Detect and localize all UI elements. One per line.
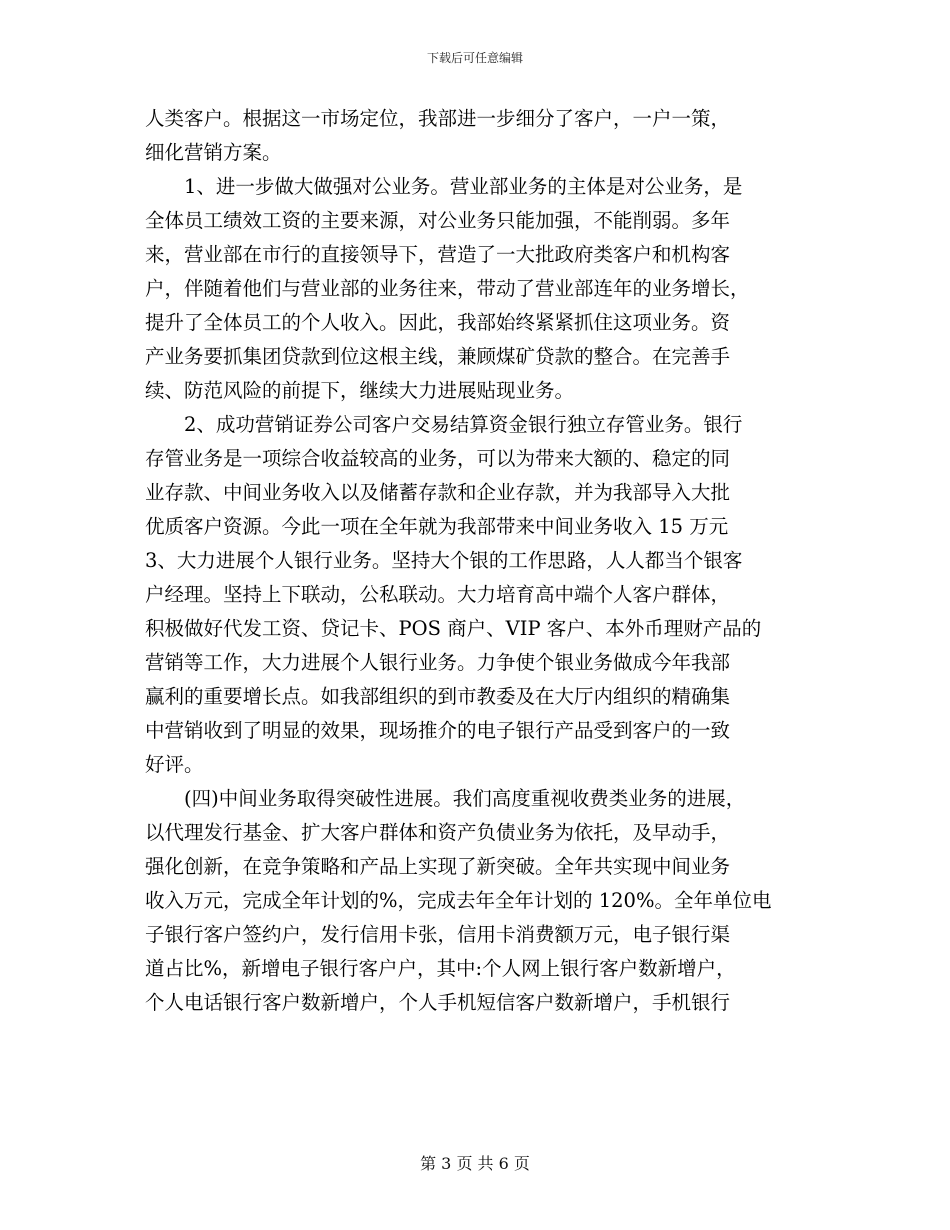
text-line: 好评。 (145, 753, 204, 776)
text-line: 道占比%，新增电子银行客户户，其中:个人网上银行客户数新增户， (145, 957, 736, 980)
text-line: 户，伴随着他们与营业部的业务往来，带动了营业部连年的业务增长， (145, 277, 750, 300)
text-line: 子银行客户签约户，发行信用卡张，信用卡消费额万元，电子银行渠 (145, 923, 731, 946)
text-line: 营销等工作，大力进展个人银行业务。力争使个银业务做成今年我部 (145, 651, 731, 674)
page-number: 第 3 页 共 6 页 (420, 1154, 530, 1173)
text-line: 强化创新，在竞争策略和产品上实现了新突破。全年共实现中间业务 (145, 855, 731, 878)
text-line: 来，营业部在市行的直接领导下，营造了一大批政府类客户和机构客 (145, 243, 731, 266)
text-line: 续、防范风险的前提下，继续大力进展贴现业务。 (145, 379, 575, 402)
text-line: 2、成功营销证券公司客户交易结算资金银行独立存管业务。银行 (145, 413, 743, 436)
text-line: 个人电话银行客户数新增户，个人手机短信客户数新增户，手机银行 (145, 991, 731, 1014)
text-line: 中营销收到了明显的效果，现场推介的电子银行产品受到客户的一致 (145, 719, 731, 742)
text-line: 细化营销方案。 (145, 141, 282, 164)
text-line: 收入万元，完成全年计划的%，完成去年全年计划的 120%。全年单位电 (145, 889, 772, 912)
text-line: 1、进一步做大做强对公业务。营业部业务的主体是对公业务，是 (145, 175, 743, 198)
text-line: (四)中间业务取得突破性进展。我们高度重视收费类业务的进展， (145, 787, 746, 810)
text-line: 业存款、中间业务收入以及储蓄存款和企业存款，并为我部导入大批 (145, 481, 731, 504)
page-header: 下载后可任意编辑 (426, 51, 523, 65)
document-body (145, 102, 825, 1020)
text-line: 产业务要抓集团贷款到位这根主线，兼顾煤矿贷款的整合。在完善手 (145, 345, 731, 368)
text-line: 存管业务是一项综合收益较高的业务，可以为带来大额的、稳定的同 (145, 447, 731, 470)
text-line: 户经理。坚持上下联动，公私联动。大力培育高中端个人客户群体， (145, 583, 731, 606)
text-line: 赢利的重要增长点。如我部组织的到市教委及在大厅内组织的精确集 (145, 685, 731, 708)
text-line: 人类客户。根据这一市场定位，我部进一步细分了客户，一户一策， (145, 107, 731, 130)
text-line: 3、大力进展个人银行业务。坚持大个银的工作思路，人人都当个银客 (145, 549, 743, 572)
text-line: 以代理发行基金、扩大客户群体和资产负债业务为依托，及早动手， (145, 821, 731, 844)
text-line: 积极做好代发工资、贷记卡、POS 商户、VIP 客户、本外币理财产品的 (145, 617, 762, 640)
text-line: 提升了全体员工的个人收入。因此，我部始终紧紧抓住这项业务。资 (145, 311, 731, 334)
text-line: 全体员工绩效工资的主要来源，对公业务只能加强，不能削弱。多年 (145, 209, 731, 232)
text-line: 优质客户资源。今此一项在全年就为我部带来中间业务收入 15 万元 (145, 515, 729, 538)
